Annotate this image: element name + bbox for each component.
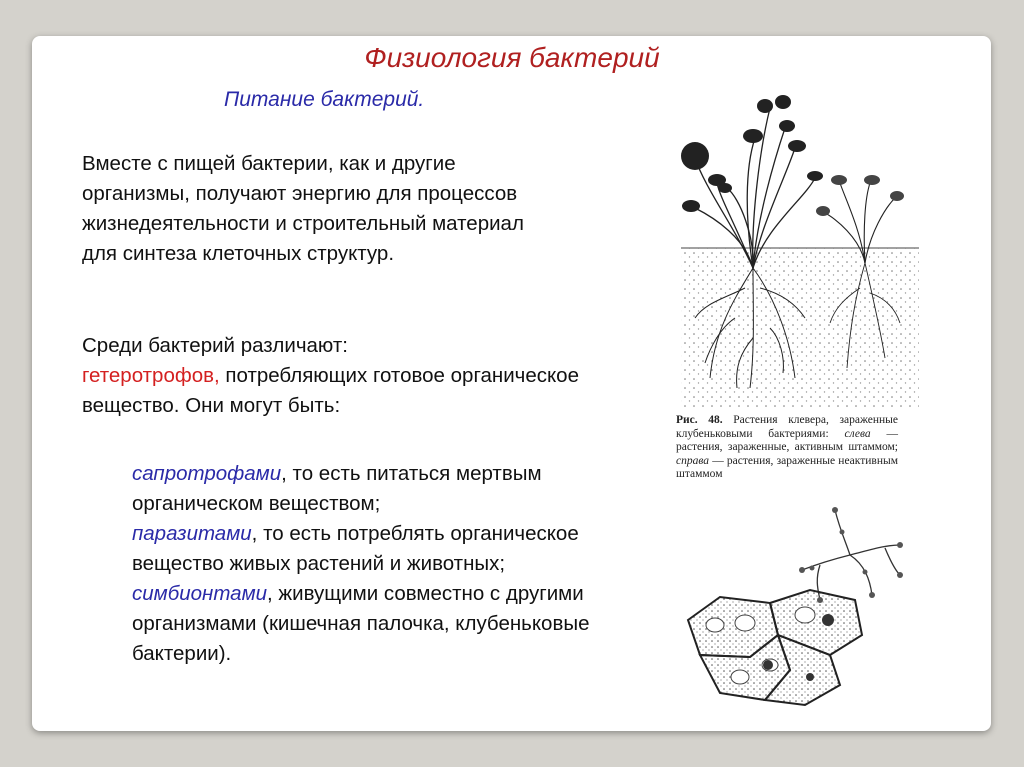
paragraph-energy: Вместе с пищей бактерии, как и другие организмы, получают энергию для процессов жизнедеятельности и строительный материал для синтеза клеточных структур. [82,152,524,265]
list-term: симбионтами [132,582,268,605]
list-term: паразитами [132,522,252,545]
nutrition-types-list [132,459,612,669]
list-text: , живущими совместно с другими организмами (кишечная палочка, клубеньковые бактерии). [132,582,590,665]
list-item-parasites [132,519,612,579]
caption-left: слева [844,427,871,440]
caption-text: — растения, зараженные, активным штаммом; [676,427,899,453]
list-item-symbionts [132,579,612,669]
list-text: , то есть потреблять органическое вещество живых растений и животных; [132,522,579,575]
list-item-saprotrophs [132,459,612,519]
list-term: сапротрофами [132,462,282,485]
list-text: , то есть питаться мертвым органическом веществом; [132,462,542,515]
paragraph-heterotrophs [82,331,602,421]
caption-text: Растения клевера, зараженные клубеньковыми бактериями: [676,414,899,440]
plant-cells-illustration [680,585,870,710]
clover-plants-illustration [665,88,925,408]
caption-right: справа [676,454,710,467]
caption-label: Рис. 48. [676,414,723,426]
paragraph-intro: Среди бактерий различают: [82,334,348,357]
slide-title: Физиология бактерий [364,42,660,73]
caption-text: — растения, зараженные неактивным штаммом [676,454,898,480]
slide-subtitle: Питание бактерий. [224,88,425,111]
heterotrophs-term: гетеротрофов, [82,364,220,387]
heterotrophs-text: потребляющих готовое органическое вещество. Они могут быть: [82,364,579,417]
figure-caption [676,414,898,482]
